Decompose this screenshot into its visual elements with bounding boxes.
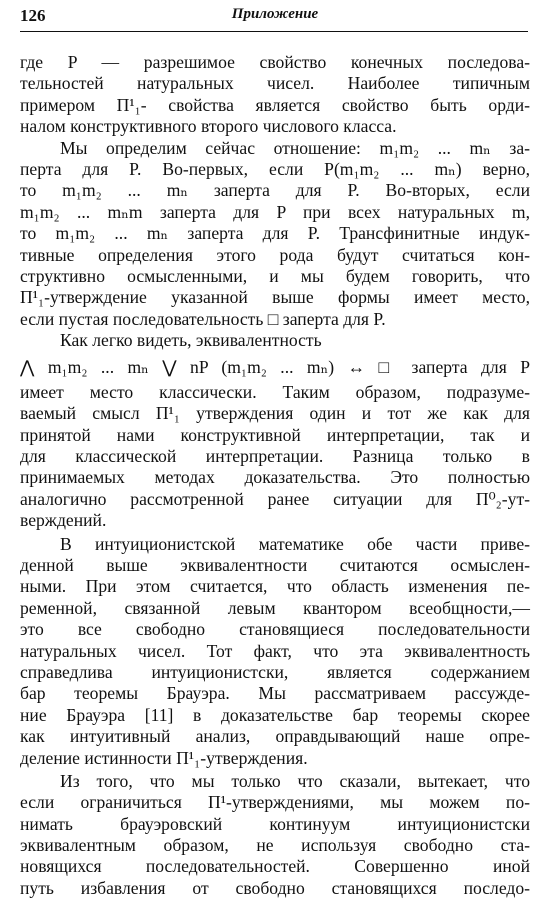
text-line: имеет место классически. Таким образом, подразуме- [20,381,530,402]
text-line: натуральных чисел. Тот факт, что эта эквивалентность [20,640,530,661]
running-title: Приложение [231,6,319,22]
text-line: структивно осмысленными, и мы будем говорить, что [20,265,530,286]
text-line: верждений. [20,510,107,531]
text-line: принятой нами конструктивной интерпретации, так и [20,424,530,445]
text-line: ными. При этом считается, что область изменения пе- [20,576,530,597]
text-line: денной выше эквивалентности считаются осмыслен- [20,554,530,575]
text-line: справедлива интуиционистски, является содержанием [20,661,530,682]
text-line: то m₁m₂ ... mₙ заперта для P. Во-вторых, если [20,180,530,201]
text-line: нимать брауэровский континуум интуиционистски [20,813,530,834]
text-line: новящихся последовательностей. Совершенно иной [20,856,530,877]
text-line: тельностей натуральных чисел. Наиболее типичным [20,73,530,94]
text-line: ременной, связанной левым квантором всеобщности,— [20,597,530,618]
text-line: ваемый смысл Π¹₁ утверждения один и тот же как для [20,403,530,424]
text-line: для классической интерпретации. Разница только в [20,446,530,467]
body-text [20,52,530,899]
text-line: Как легко видеть, эквивалентность [60,330,322,351]
text-line: бар теоремы Брауэра. Мы рассматриваем рассужде- [20,683,530,704]
text-line: Мы определим сейчас отношение: m₁m₂ ... mₙ за- [60,137,530,158]
page-header [20,6,530,28]
text-line: Из того, что мы только что сказали, вытекает, что [60,770,530,791]
text-line: где P — разрешимое свойство конечных последова- [20,52,530,72]
text-line: аналогично рассмотренной ранее ситуации для Π⁰₂-ут- [20,488,530,509]
text-line: перта для P. Во-первых, если P(m₁m₂ ... mₙ) верно, [20,158,530,179]
text-line: В интуиционистской математике обе части приве- [60,533,530,554]
text-line: налом конструктивного второго числового класса. [20,116,397,137]
text-line: если ограничиться Π¹-утверждениями, мы можем по- [20,792,530,813]
text-line: путь избавления от свободно становящихся последо- [20,877,530,898]
formula-line: ⋀ m₁m₂ ... mₙ ⋁ nP (m₁m₂ ... mₙ) ↔ □ заперта для P [20,357,530,378]
text-line: ние Брауэра [11] в доказательстве бар теоремы скорее [20,704,530,725]
text-line: примером Π¹₁- свойства является свойство быть орди- [20,94,530,115]
text-line: Π¹₁-утверждение указанной выше формы имеет место, [20,287,530,308]
text-line: принимаемых методах доказательства. Это полностью [20,467,530,488]
text-line: если пустая последовательность □ заперта для P. [20,308,386,329]
text-line: m₁m₂ ... mₙm заперта для P при всех натуральных m, [20,201,530,222]
text-line: как интуитивный анализ, оправдывающий наше опре- [20,726,530,747]
header-rule [20,31,528,32]
page-number: 126 [20,6,46,25]
text-line: деление истинности Π¹₁-утверждения. [20,747,308,768]
text-line: это все свободно становящиеся последовательности [20,619,530,640]
text-line: тивные определения этого рода будут считаться кон- [20,244,530,265]
text-line: то m₁m₂ ... mₙ заперта для P. Трансфинитные индук- [20,223,530,244]
text-line: эквивалентным образом, не используя свободно ста- [20,835,530,856]
